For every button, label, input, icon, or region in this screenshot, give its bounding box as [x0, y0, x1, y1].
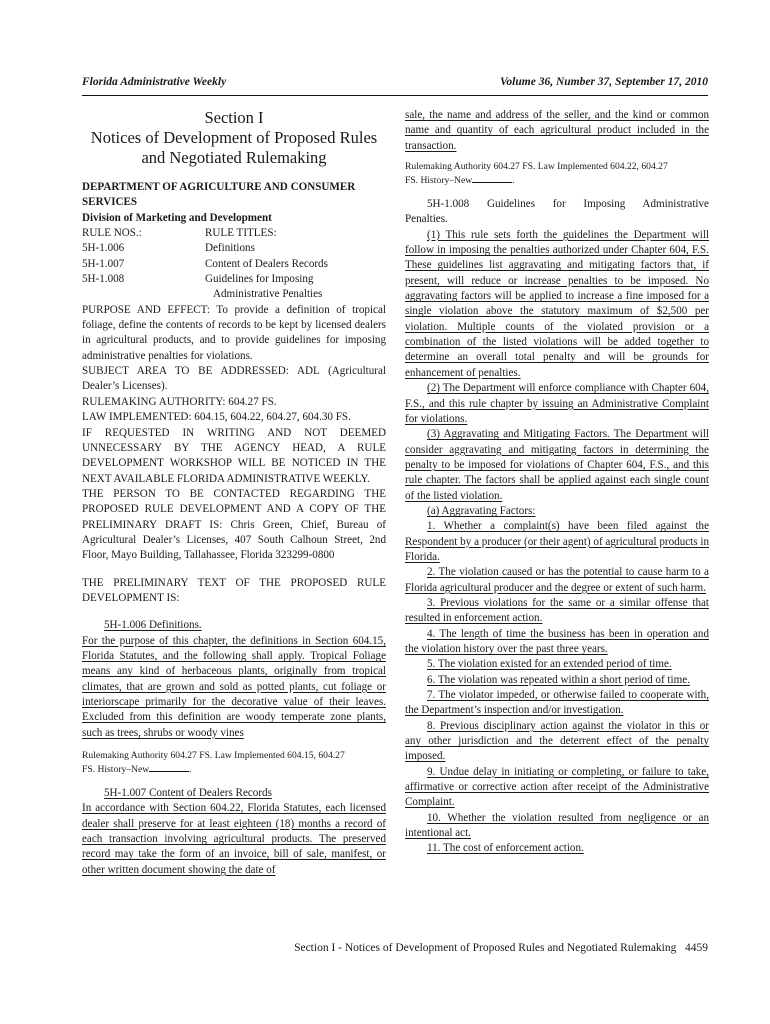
rule-no: 5H-1.007	[82, 257, 125, 270]
rule-1008-title-continued: Penalties.	[405, 213, 448, 226]
rule-1006-history: Rulemaking Authority 604.27 FS. Law Implemented 604.15, 604.27 FS. History–New .	[82, 750, 345, 776]
rule-title: Content of Dealers Records	[205, 257, 328, 270]
right-column	[405, 108, 709, 857]
rule-1007-body-continued: sale, the name and address of the seller, and the kind or common name and quantity of each agricultural product included in the transaction.	[405, 109, 709, 152]
rule-no: 5H-1.006	[82, 242, 125, 255]
rule-1006-body: For the purpose of this chapter, the definitions in Section 604.15, Florida Statutes, and the following shall apply. Tropical Foliage means any kind of herbaceous plants, originally from tropical climates, that are grown and sold as potted plants, cut foliage or interiorscape primarily for the decorative value of their leaves. Excluded from this definition are woody temperate zone plants, such as trees, shrubs or woody vines	[82, 634, 386, 739]
workshop-notice: IF REQUESTED IN WRITING AND NOT DEEMED UNNECESSARY BY THE AGENCY HEAD, A RULE DEVELOPMENT WORKSHOP WILL BE NOTICED IN THE NEXT AVAILABLE FLORIDA ADMINISTRATIVE WEEKLY.	[82, 426, 386, 485]
page-number: 4459	[685, 942, 708, 954]
history-blank	[149, 762, 189, 772]
rule-list	[82, 226, 386, 303]
rule-no: 5H-1.008	[82, 273, 125, 286]
rule-1007-body: In accordance with Section 604.22, Florida Statutes, each licensed dealer shall preserve for at least eighteen (18) months a record of each transaction involving agricultural products. The preserved record may take the form of an invoice, bill of sale, manifest, or other written document showing the date of	[82, 802, 386, 876]
list-item: 9. Undue delay in initiating or completing, or failure to take, affirmative or corrective action after receipt of the Administrative Complaint.	[405, 765, 709, 809]
issue-info: Volume 36, Number 37, September 17, 2010	[500, 76, 708, 88]
rulemaking-authority: RULEMAKING AUTHORITY: 604.27 FS.	[82, 395, 277, 408]
list-item: 3. Previous violations for the same or a similar offense that resulted in enforcement action.	[405, 596, 709, 625]
footer-text: Section I - Notices of Development of Proposed Rules and Negotiated Rulemaking	[294, 942, 677, 954]
list-item: 1. Whether a complaint(s) have been filed against the Respondent by a producer (or their agent) of agricultural products in Florida.	[405, 520, 709, 563]
purpose-and-effect: PURPOSE AND EFFECT: To provide a definition of tropical foliage, define the contents of records to be kept by licensed dealers in agricultural products, and to provide guidelines for imposing administrative penalties for violations.	[82, 303, 386, 362]
history-blank	[472, 173, 512, 183]
rule-1007-title: 5H-1.007 Content of Dealers Records	[104, 787, 272, 800]
paragraph-3: (3) Aggravating and Mitigating Factors. The Department will consider aggravating and mitigating factors in determining the penalty to be imposed for violations of Chapter 604, F.S., and this rule chapter. The factors shall be applied against each single count of the listed violation.	[405, 428, 709, 502]
list-item: 7. The violator impeded, or otherwise failed to cooperate with, the Department’s inspection and/or investigation.	[405, 689, 709, 717]
left-column	[82, 108, 386, 878]
list-item: 11. The cost of enforcement action.	[427, 842, 584, 855]
law-implemented: LAW IMPLEMENTED: 604.15, 604.22, 604.27, 604.30 FS.	[82, 411, 351, 424]
rule-title: Definitions	[205, 242, 255, 255]
preliminary-text-heading: THE PRELIMINARY TEXT OF THE PROPOSED RULE DEVELOPMENT IS:	[82, 576, 386, 604]
running-header	[82, 76, 708, 92]
publication-title: Florida Administrative Weekly	[82, 76, 227, 88]
header-rule	[82, 95, 708, 96]
list-item: 8. Previous disciplinary action against the violator in this or any other jurisdiction and the deterrent effect of the penalty imposed.	[405, 719, 709, 763]
paragraph-1: (1) This rule sets forth the guidelines the Department will follow in imposing the penalties authorized under Chapter 604, F.S. These guidelines list aggravating and mitigating factors that, if present, will reduce or increase penalties to be imposed. No aggravating factors will be applied to increase a fine imposed for a single violation above the statutory maximum of $2,500 per violation. Multiple counts of the violated provision or a combination of the listed violations will be added together to determine an overall total penalty and will be grounds for enhancement of penalties.	[405, 228, 709, 379]
rule-1006-title: 5H-1.006 Definitions.	[104, 619, 202, 632]
page-footer	[294, 942, 708, 954]
rule-nos-label: RULE NOS.:	[82, 227, 142, 240]
rule-titles-label: RULE TITLES:	[205, 227, 277, 240]
list-item: 6. The violation was repeated within a short period of time.	[427, 673, 690, 686]
section-title: Section I Notices of Development of Proposed Rules and Negotiated Rulemaking	[90, 108, 378, 167]
subject-area: SUBJECT AREA TO BE ADDRESSED: ADL (Agricultural Dealer’s Licenses).	[82, 365, 386, 393]
rule-1007-history: Rulemaking Authority 604.27 FS. Law Implemented 604.22, 604.27 FS. History–New .	[405, 161, 668, 187]
rule-title-continued: Administrative Penalties	[213, 288, 323, 301]
division-heading: Division of Marketing and Development	[82, 211, 272, 224]
list-item: 4. The length of time the business has been in operation and the violation history over the past three years.	[405, 627, 709, 655]
rule-1008-title: 5H-1.008 Guidelines for Imposing Administrative	[427, 198, 709, 211]
list-item: 10. Whether the violation resulted from negligence or an intentional act.	[405, 811, 709, 840]
paragraph-2: (2) The Department will enforce compliance with Chapter 604, F.S., and this rule chapter by issuing an Administrative Complaint for violations.	[405, 382, 709, 425]
aggravating-factors-heading: (a) Aggravating Factors:	[427, 504, 536, 517]
list-item: 2. The violation caused or has the potential to cause harm to a Florida agricultural producer and the degree or extent of such harm.	[405, 566, 709, 594]
contact-person: THE PERSON TO BE CONTACTED REGARDING THE PROPOSED RULE DEVELOPMENT AND A COPY OF THE PRELIMINARY DRAFT IS: Chris Green, Chief, Bureau of Agricultural Dealer’s Licenses, 407 South Calhoun Street, 2nd Floor, Mayo Building, Tallahassee, Florida 323299-0800	[82, 487, 386, 562]
list-item: 5. The violation existed for an extended period of time.	[427, 658, 672, 671]
rule-title: Guidelines for Imposing	[205, 273, 314, 286]
department-heading: DEPARTMENT OF AGRICULTURE AND CONSUMER SERVICES	[82, 181, 356, 209]
